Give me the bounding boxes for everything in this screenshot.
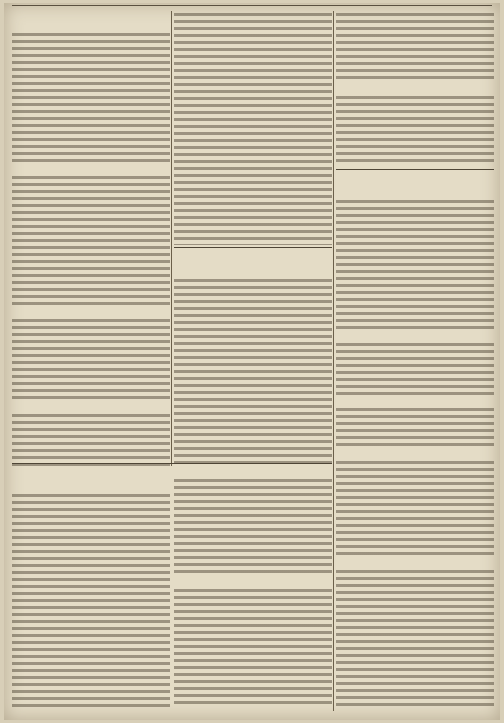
lower-band <box>12 466 332 710</box>
section-rule <box>12 463 332 464</box>
text-block <box>336 96 494 166</box>
article-body <box>12 33 170 466</box>
section-rule <box>174 247 332 248</box>
section-rule <box>336 169 494 170</box>
article-body <box>336 200 494 708</box>
column-right <box>336 11 494 711</box>
article-body <box>174 279 332 466</box>
column-separator <box>333 11 334 711</box>
top-rule <box>12 5 492 6</box>
text-block <box>336 13 494 83</box>
text-block <box>174 13 332 245</box>
article-body <box>12 494 170 708</box>
column-separator <box>171 11 172 466</box>
newspaper-page <box>4 3 500 720</box>
article-body <box>174 479 332 708</box>
